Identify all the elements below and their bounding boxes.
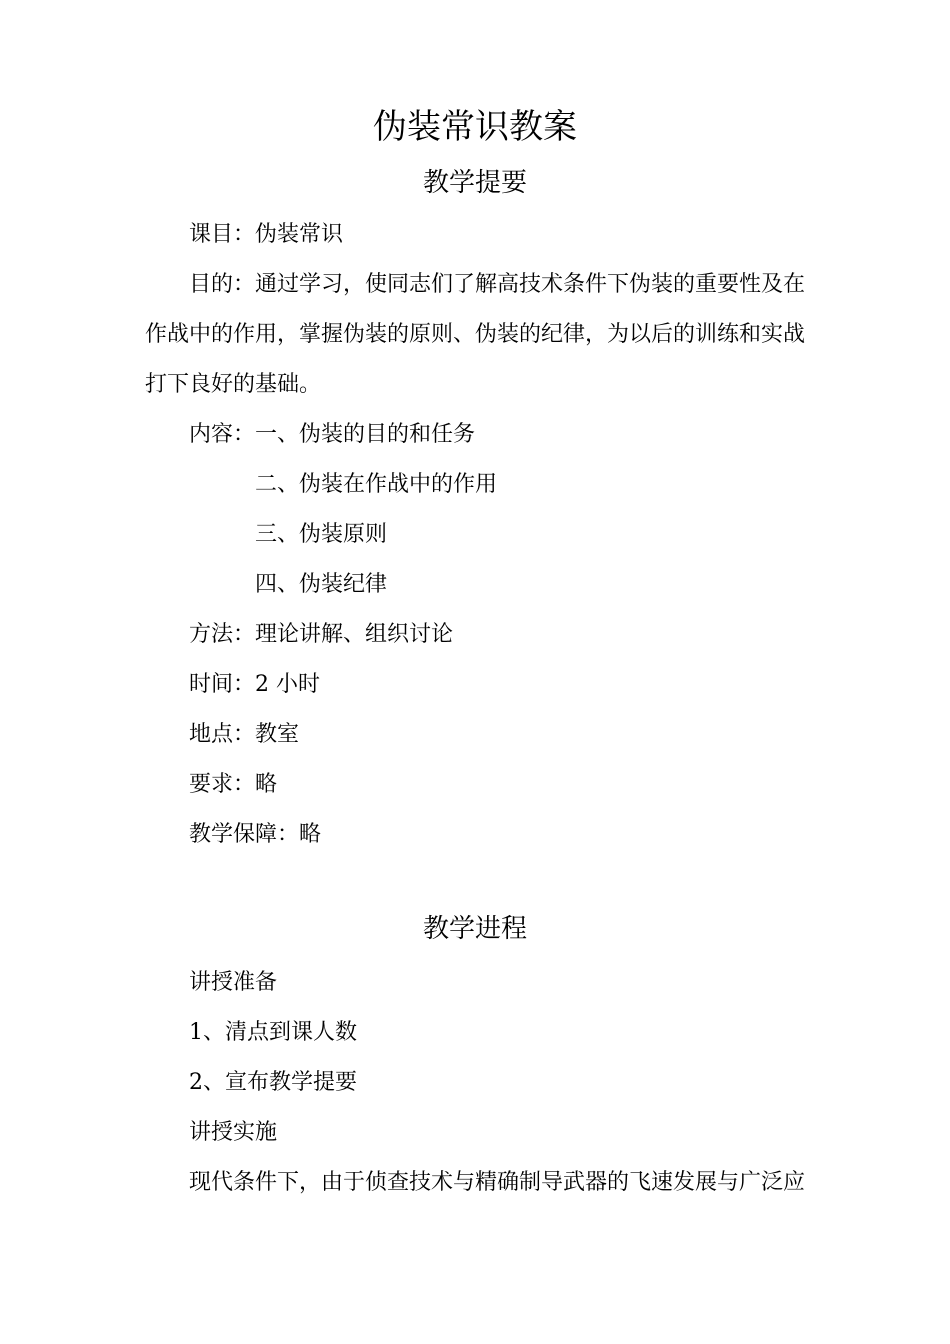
content-item-2: 二、伪装在作战中的作用	[255, 472, 498, 497]
requirement-line: 要求：略	[189, 772, 278, 797]
purpose-line-1: 目的：通过学习，使同志们了解高技术条件下伪装的重要性及在	[189, 272, 806, 297]
prep-item-2: 2、宣布教学提要	[189, 1070, 357, 1095]
time-line: 时间：2 小时	[189, 672, 320, 697]
content-item-3: 三、伪装原则	[255, 522, 388, 547]
content-item-4: 四、伪装纪律	[255, 572, 388, 597]
support-line: 教学保障：略	[189, 822, 322, 847]
place-line: 地点：教室	[189, 722, 300, 747]
subject-line: 课目：伪装常识	[189, 222, 344, 247]
purpose-line-2: 作战中的作用，掌握伪装的原则、伪装的纪律，为以后的训练和实战	[145, 322, 806, 347]
content-item-1: 内容：一、伪装的目的和任务	[189, 422, 476, 447]
document-title: 伪装常识教案	[373, 107, 577, 147]
section-heading-teaching-outline: 教学提要	[422, 168, 527, 198]
purpose-line-3: 打下良好的基础。	[145, 372, 322, 397]
method-line: 方法：理论讲解、组织讨论	[189, 622, 454, 647]
impl-heading: 讲授实施	[189, 1120, 278, 1145]
impl-paragraph-line-1: 现代条件下，由于侦查技术与精确制导武器的飞速发展与广泛应	[189, 1170, 806, 1195]
prep-item-1: 1、清点到课人数	[189, 1020, 357, 1045]
prep-heading: 讲授准备	[189, 970, 278, 995]
section-heading-teaching-process: 教学进程	[422, 914, 527, 944]
